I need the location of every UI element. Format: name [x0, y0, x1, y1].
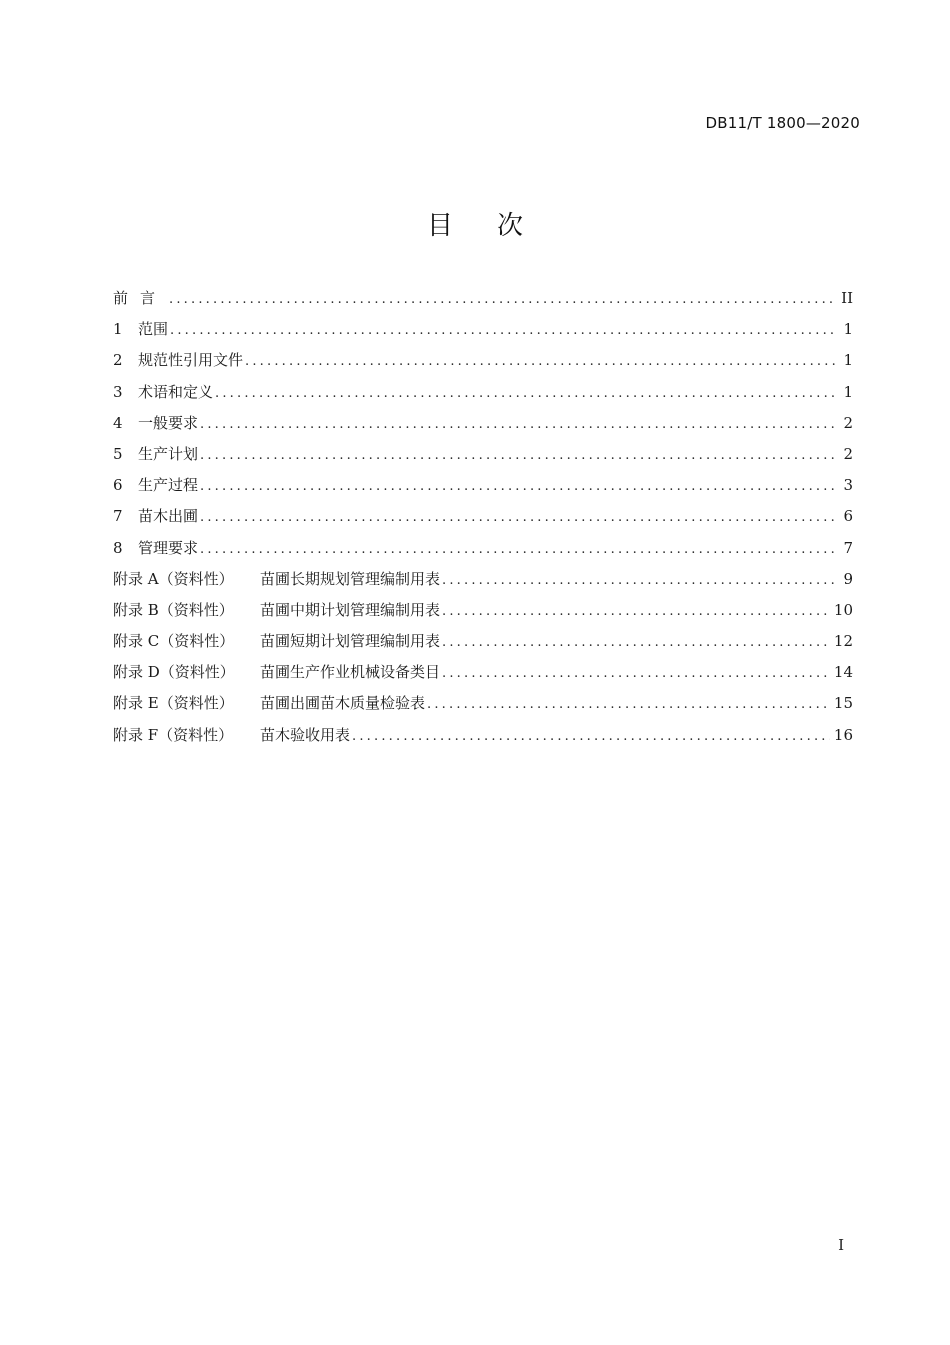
- toc-dot-leader: [427, 689, 830, 720]
- toc-item-label: [113, 626, 440, 657]
- toc-item-page: 14: [833, 663, 853, 682]
- toc-item-label: [113, 345, 243, 376]
- toc-dot-leader: [170, 315, 835, 346]
- toc-item-page: 2: [843, 444, 853, 463]
- page-title: 目次: [426, 211, 567, 241]
- toc-item-text: 一般要求: [138, 413, 199, 432]
- toc-item-number: 7: [113, 507, 123, 526]
- toc-item-text: 管理要求: [138, 538, 199, 557]
- toc-annex-prefix: 附录 D（资料性）: [113, 663, 235, 682]
- toc-item-label: [113, 439, 198, 470]
- toc-item-label: [113, 283, 167, 314]
- toc-item-number: 1: [113, 320, 123, 339]
- toc-item-text: 苗圃出圃苗木质量检验表: [260, 694, 426, 713]
- toc-item-number: 2: [113, 351, 123, 370]
- toc-item-number: 8: [113, 538, 123, 557]
- toc-item-chapter-7[interactable]: [113, 501, 853, 532]
- toc-item-annex-e[interactable]: [113, 688, 853, 719]
- toc-item-chapter-1[interactable]: [113, 314, 853, 345]
- toc-annex-prefix: 附录 A（资料性）: [113, 569, 234, 588]
- toc-item-page: 10: [833, 600, 853, 619]
- toc-item-label: [113, 688, 425, 719]
- toc-dot-leader: [442, 565, 835, 596]
- toc-item-number: 4: [113, 413, 123, 432]
- toc-annex-prefix: 附录 C（资料性）: [113, 632, 235, 651]
- toc-item-preface[interactable]: [113, 283, 853, 314]
- toc-annex-prefix: 附录 B（资料性）: [113, 600, 234, 619]
- toc-item-page: 1: [843, 351, 853, 370]
- toc-item-text: 苗圃生产作业机械设备类目: [260, 663, 441, 682]
- toc-dot-leader: [200, 440, 835, 471]
- toc-item-text: 苗圃中期计划管理编制用表: [260, 600, 441, 619]
- document-number: DB11/T 1800—2020: [705, 114, 860, 132]
- toc-item-text: 术语和定义: [138, 382, 214, 401]
- toc-item-text: 生产计划: [138, 444, 199, 463]
- toc-dot-leader: [200, 471, 835, 502]
- toc-item-annex-c[interactable]: [113, 626, 853, 657]
- toc-item-text: 苗木出圃: [138, 507, 199, 526]
- toc-item-chapter-6[interactable]: [113, 470, 853, 501]
- toc-item-page: 6: [843, 507, 853, 526]
- toc-annex-prefix: 附录 E（资料性）: [113, 694, 234, 713]
- toc-item-number: 5: [113, 444, 123, 463]
- toc-item-page: 7: [843, 538, 853, 557]
- toc-item-chapter-4[interactable]: [113, 408, 853, 439]
- toc-dot-leader: [200, 534, 835, 565]
- toc-item-chapter-5[interactable]: [113, 439, 853, 470]
- toc-item-text: 苗圃长期规划管理编制用表: [260, 569, 441, 588]
- toc-dot-leader: [245, 346, 835, 377]
- toc-dot-leader: [169, 284, 835, 315]
- toc-item-page: 9: [843, 569, 853, 588]
- toc-item-page: 16: [833, 725, 853, 744]
- toc-annex-prefix: 附录 F（资料性）: [113, 725, 234, 744]
- toc-item-page: 2: [843, 413, 853, 432]
- toc-item-chapter-8[interactable]: [113, 533, 853, 564]
- toc-item-label: [113, 314, 168, 345]
- toc-dot-leader: [442, 658, 830, 689]
- toc-item-text: 前言: [113, 289, 168, 307]
- toc-dot-leader: [200, 502, 835, 533]
- toc-item-number: 6: [113, 476, 123, 495]
- toc-item-page: 15: [833, 694, 853, 713]
- toc-item-page: 12: [833, 632, 853, 651]
- toc-item-label: [113, 501, 198, 532]
- toc-dot-leader: [442, 627, 830, 658]
- toc-item-chapter-3[interactable]: [113, 377, 853, 408]
- toc-item-page: 1: [843, 320, 853, 339]
- toc-dot-leader: [200, 409, 835, 440]
- toc-dot-leader: [442, 596, 830, 627]
- table-of-contents: [113, 283, 853, 751]
- toc-item-label: [113, 564, 440, 595]
- toc-item-page: 1: [843, 382, 853, 401]
- toc-dot-leader: [352, 721, 830, 752]
- toc-dot-leader: [215, 378, 835, 409]
- page-number: I: [838, 1236, 844, 1254]
- toc-item-annex-b[interactable]: [113, 595, 853, 626]
- toc-item-annex-f[interactable]: [113, 720, 853, 751]
- toc-item-text: 范围: [138, 320, 169, 339]
- toc-item-annex-a[interactable]: [113, 564, 853, 595]
- toc-item-annex-d[interactable]: [113, 657, 853, 688]
- toc-item-label: [113, 720, 350, 751]
- toc-item-label: [113, 533, 198, 564]
- toc-item-page: 3: [843, 476, 853, 495]
- toc-item-text: 生产过程: [138, 476, 199, 495]
- toc-item-text: 苗圃短期计划管理编制用表: [260, 632, 441, 651]
- toc-item-label: [113, 595, 440, 626]
- toc-item-label: [113, 470, 198, 501]
- toc-item-label: [113, 408, 198, 439]
- toc-item-label: [113, 657, 440, 688]
- toc-item-label: [113, 377, 213, 408]
- toc-item-text: 苗木验收用表: [260, 725, 351, 744]
- toc-item-text: 规范性引用文件: [138, 351, 244, 370]
- toc-item-number: 3: [113, 382, 123, 401]
- toc-item-chapter-2[interactable]: [113, 345, 853, 376]
- toc-item-page: II: [841, 289, 853, 307]
